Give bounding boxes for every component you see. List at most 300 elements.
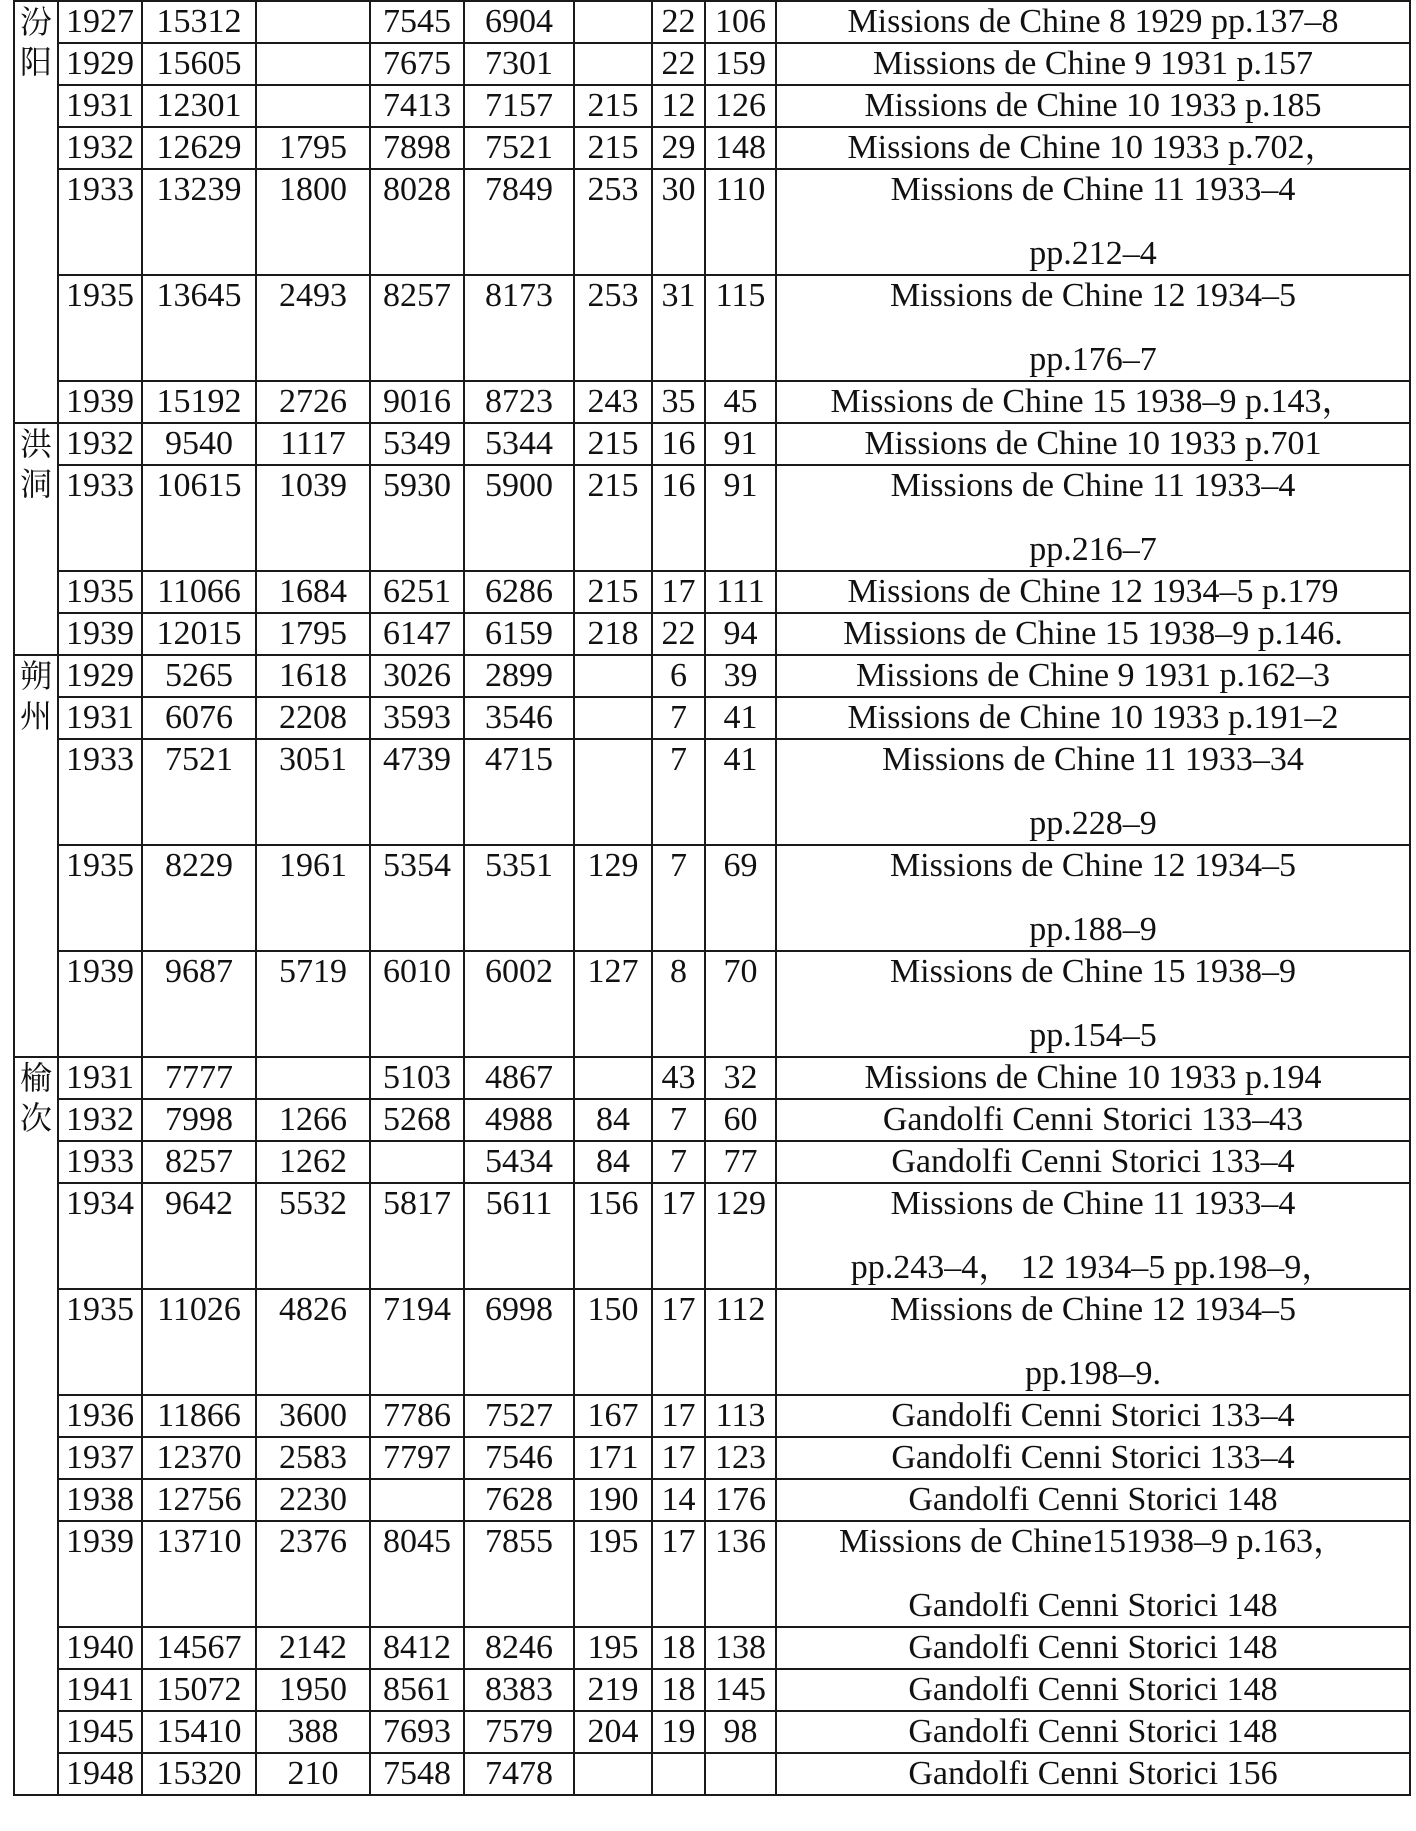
year-cell: 1931 [58,1057,142,1099]
column-8-cell: 45 [705,381,776,423]
column-7-cell: 14 [652,1479,705,1521]
table-row [14,697,1410,739]
column-7-cell: 17 [652,1183,705,1289]
column-4-cell: 7786 [370,1395,464,1437]
column-4-cell: 4739 [370,739,464,845]
source-cell [776,1521,1410,1627]
column-8-cell: 41 [705,697,776,739]
population-cell: 14567 [142,1627,256,1669]
table-row [14,1669,1410,1711]
column-7-cell: 12 [652,85,705,127]
region-name-char: 榆 [19,1060,52,1096]
column-8-cell: 60 [705,1099,776,1141]
source-citation-line: Missions de Chine 12 1934–5 [889,847,1297,884]
column-5-cell: 8383 [464,1669,574,1711]
population-cell: 7998 [142,1099,256,1141]
region-name-char: 次 [19,1100,52,1136]
column-7-cell: 29 [652,127,705,169]
source-cell [776,43,1410,85]
column-4-cell: 9016 [370,381,464,423]
population-cell: 13710 [142,1521,256,1627]
source-citation-line: Missions de Chine 9 1931 p.162–3 [855,657,1331,694]
column-8-cell [705,1753,776,1795]
column-7-cell: 22 [652,613,705,655]
column-4-cell: 6010 [370,951,464,1057]
column-3-cell: 1117 [256,423,370,465]
column-3-cell [256,1,370,43]
year-cell: 1939 [58,381,142,423]
table-row [14,951,1410,1057]
population-cell: 6076 [142,697,256,739]
source-cell [776,1,1410,43]
population-cell: 9687 [142,951,256,1057]
column-3-cell [256,1057,370,1099]
population-cell: 12301 [142,85,256,127]
column-3-cell: 388 [256,1711,370,1753]
source-citation-line: Gandolfi Cenni Storici 148 [908,1587,1278,1624]
column-7-cell: 22 [652,43,705,85]
source-citation-line: pp.216–7 [1029,531,1157,568]
column-3-cell: 210 [256,1753,370,1795]
source-cell [776,1437,1410,1479]
column-6-cell: 129 [574,845,652,951]
column-6-cell: 150 [574,1289,652,1395]
year-cell: 1933 [58,465,142,571]
table-row [14,423,1410,465]
column-3-cell: 2726 [256,381,370,423]
source-citation-line: Missions de Chine 11 1933–4 [890,171,1296,208]
column-6-cell: 195 [574,1521,652,1627]
source-cell [776,613,1410,655]
population-cell: 7777 [142,1057,256,1099]
source-cell [776,1395,1410,1437]
table-row [14,1627,1410,1669]
column-5-cell: 7527 [464,1395,574,1437]
column-6-cell: 171 [574,1437,652,1479]
year-cell: 1932 [58,127,142,169]
year-cell: 1939 [58,1521,142,1627]
population-cell: 5265 [142,655,256,697]
source-citation-line: Missions de Chine 15 1938–9 [889,953,1297,990]
source-citation-line: Missions de Chine 10 1933 p.702， [847,129,1339,166]
column-4-cell: 7675 [370,43,464,85]
table-row [14,739,1410,845]
table-row [14,1,1410,43]
table-row [14,1479,1410,1521]
population-cell: 15410 [142,1711,256,1753]
column-6-cell: 253 [574,169,652,275]
source-citation-line: Gandolfi Cenni Storici 133–4 [891,1143,1295,1180]
column-8-cell: 94 [705,613,776,655]
source-citation-line: pp.198–9. [1025,1355,1161,1392]
column-6-cell: 215 [574,571,652,613]
year-cell: 1931 [58,85,142,127]
source-cell [776,381,1410,423]
column-3-cell: 1800 [256,169,370,275]
column-6-cell: 84 [574,1099,652,1141]
year-cell: 1933 [58,1141,142,1183]
column-4-cell: 5817 [370,1183,464,1289]
table-row [14,1289,1410,1395]
source-cell [776,1479,1410,1521]
column-8-cell: 77 [705,1141,776,1183]
column-4-cell: 7898 [370,127,464,169]
population-cell: 12629 [142,127,256,169]
column-8-cell: 110 [705,169,776,275]
year-cell: 1948 [58,1753,142,1795]
column-7-cell: 18 [652,1669,705,1711]
column-8-cell: 70 [705,951,776,1057]
column-3-cell: 1618 [256,655,370,697]
column-7-cell: 43 [652,1057,705,1099]
source-citation-line: pp.228–9 [1029,805,1157,842]
table-row [14,845,1410,951]
column-4-cell: 8257 [370,275,464,381]
column-7-cell: 35 [652,381,705,423]
column-4-cell [370,1141,464,1183]
column-8-cell: 41 [705,739,776,845]
column-7-cell: 6 [652,655,705,697]
column-8-cell: 176 [705,1479,776,1521]
column-6-cell: 195 [574,1627,652,1669]
source-cell [776,169,1410,275]
column-3-cell: 5719 [256,951,370,1057]
column-6-cell [574,1057,652,1099]
population-cell: 12756 [142,1479,256,1521]
column-5-cell: 6904 [464,1,574,43]
source-cell [776,1753,1410,1795]
source-cell [776,571,1410,613]
column-3-cell: 2376 [256,1521,370,1627]
column-8-cell: 115 [705,275,776,381]
region-name-char: 汾 [19,4,52,40]
column-3-cell [256,85,370,127]
column-4-cell: 6251 [370,571,464,613]
column-5-cell: 6998 [464,1289,574,1395]
column-7-cell: 19 [652,1711,705,1753]
table-row [14,127,1410,169]
source-citation-line: pp.154–5 [1029,1017,1157,1054]
source-citation-line: Missions de Chine 10 1933 p.191–2 [847,699,1339,736]
column-7-cell: 16 [652,465,705,571]
column-3-cell: 3600 [256,1395,370,1437]
column-6-cell: 243 [574,381,652,423]
mission-statistics-table [13,0,1411,1796]
year-cell: 1932 [58,423,142,465]
source-citation-line: Missions de Chine 15 1938–9 p.146. [843,615,1343,652]
source-citation-line: Gandolfi Cenni Storici 133–4 [891,1397,1295,1434]
column-7-cell: 7 [652,1099,705,1141]
population-cell: 9642 [142,1183,256,1289]
column-7-cell: 17 [652,1395,705,1437]
column-5-cell: 7849 [464,169,574,275]
table-row [14,1141,1410,1183]
column-3-cell: 1795 [256,127,370,169]
population-cell: 15312 [142,1,256,43]
year-cell: 1931 [58,697,142,739]
column-4-cell: 8561 [370,1669,464,1711]
column-8-cell: 113 [705,1395,776,1437]
column-4-cell: 3593 [370,697,464,739]
year-cell: 1935 [58,571,142,613]
source-citation-line: pp.176–7 [1029,341,1157,378]
population-cell: 10615 [142,465,256,571]
column-8-cell: 136 [705,1521,776,1627]
column-4-cell: 7693 [370,1711,464,1753]
table-row [14,1753,1410,1795]
table-row [14,1395,1410,1437]
source-cell [776,1057,1410,1099]
column-6-cell [574,1753,652,1795]
year-cell: 1939 [58,613,142,655]
column-4-cell [370,1479,464,1521]
region-name-char: 洪 [19,426,52,462]
column-3-cell: 1961 [256,845,370,951]
population-cell: 13645 [142,275,256,381]
year-cell: 1935 [58,845,142,951]
column-6-cell [574,43,652,85]
document-page [13,0,1411,1796]
source-citation-line: Missions de Chine 11 1933–4 [890,1185,1296,1222]
year-cell: 1932 [58,1099,142,1141]
source-citation-line: Missions de Chine 12 1934–5 [889,1291,1297,1328]
source-citation-line: Gandolfi Cenni Storici 156 [908,1755,1278,1792]
column-7-cell: 7 [652,845,705,951]
region-name-char: 州 [19,698,52,734]
source-citation-line: Missions de Chine 11 1933–34 [882,741,1304,778]
year-cell: 1935 [58,1289,142,1395]
source-cell [776,655,1410,697]
column-4-cell: 5268 [370,1099,464,1141]
population-cell: 12370 [142,1437,256,1479]
population-cell: 15072 [142,1669,256,1711]
column-8-cell: 138 [705,1627,776,1669]
population-cell: 11866 [142,1395,256,1437]
column-6-cell: 190 [574,1479,652,1521]
column-6-cell: 156 [574,1183,652,1289]
column-4-cell: 7194 [370,1289,464,1395]
source-citation-line: Missions de Chine 10 1933 p.185 [864,87,1322,124]
population-cell: 9540 [142,423,256,465]
column-3-cell: 3051 [256,739,370,845]
table-row [14,381,1410,423]
source-citation-line: pp.188–9 [1029,911,1157,948]
column-8-cell: 69 [705,845,776,951]
column-4-cell: 3026 [370,655,464,697]
source-citation-line: Missions de Chine 9 1931 p.157 [872,45,1314,82]
table-row [14,275,1410,381]
column-8-cell: 39 [705,655,776,697]
column-7-cell: 17 [652,1289,705,1395]
column-3-cell: 1039 [256,465,370,571]
column-6-cell: 215 [574,423,652,465]
column-5-cell: 4867 [464,1057,574,1099]
column-8-cell: 106 [705,1,776,43]
column-8-cell: 112 [705,1289,776,1395]
source-cell [776,275,1410,381]
source-cell [776,1669,1410,1711]
column-4-cell: 5103 [370,1057,464,1099]
population-cell: 15320 [142,1753,256,1795]
region-name-cell [14,1,58,423]
source-cell [776,951,1410,1057]
year-cell: 1939 [58,951,142,1057]
column-5-cell: 5351 [464,845,574,951]
population-cell: 8229 [142,845,256,951]
year-cell: 1927 [58,1,142,43]
column-7-cell: 7 [652,739,705,845]
column-3-cell: 5532 [256,1183,370,1289]
column-6-cell [574,697,652,739]
table-row [14,85,1410,127]
column-6-cell: 215 [574,85,652,127]
source-citation-line: Missions de Chine 10 1933 p.194 [864,1059,1322,1096]
column-3-cell: 2493 [256,275,370,381]
population-cell: 11066 [142,571,256,613]
column-3-cell: 1262 [256,1141,370,1183]
column-4-cell: 5930 [370,465,464,571]
column-8-cell: 129 [705,1183,776,1289]
source-citation-line: Missions de Chine 10 1933 p.701 [864,425,1322,462]
table-body [14,1,1410,1795]
source-citation-line: Missions de Chine 12 1934–5 [889,277,1297,314]
column-6-cell: 218 [574,613,652,655]
column-5-cell: 5900 [464,465,574,571]
column-4-cell: 6147 [370,613,464,655]
column-3-cell: 2142 [256,1627,370,1669]
source-cell [776,697,1410,739]
column-5-cell: 7478 [464,1753,574,1795]
column-5-cell: 7855 [464,1521,574,1627]
region-name-cell [14,1057,58,1795]
column-5-cell: 7301 [464,43,574,85]
column-5-cell: 5434 [464,1141,574,1183]
column-6-cell: 215 [574,127,652,169]
source-cell [776,1711,1410,1753]
column-8-cell: 145 [705,1669,776,1711]
column-3-cell: 2230 [256,1479,370,1521]
column-5-cell: 7579 [464,1711,574,1753]
column-6-cell [574,739,652,845]
column-3-cell: 4826 [256,1289,370,1395]
table-row [14,571,1410,613]
source-citation-line: pp.243–4， 12 1934–5 pp.198–9， [850,1249,1336,1286]
source-cell [776,127,1410,169]
table-row [14,655,1410,697]
population-cell: 12015 [142,613,256,655]
table-row [14,465,1410,571]
column-5-cell: 2899 [464,655,574,697]
column-5-cell: 6286 [464,571,574,613]
source-cell [776,1289,1410,1395]
column-5-cell: 4715 [464,739,574,845]
column-6-cell: 127 [574,951,652,1057]
column-5-cell: 7157 [464,85,574,127]
column-7-cell: 17 [652,1521,705,1627]
source-citation-line: Missions de Chine 12 1934–5 p.179 [847,573,1339,610]
source-citation-line: Gandolfi Cenni Storici 133–4 [891,1439,1295,1476]
column-8-cell: 159 [705,43,776,85]
column-7-cell: 17 [652,571,705,613]
source-citation-line: Gandolfi Cenni Storici 133–43 [882,1101,1304,1138]
column-5-cell: 7546 [464,1437,574,1479]
source-citation-line: Gandolfi Cenni Storici 148 [908,1671,1278,1708]
region-name-char: 阳 [19,44,52,80]
column-3-cell: 1950 [256,1669,370,1711]
table-row [14,43,1410,85]
column-5-cell: 8723 [464,381,574,423]
column-3-cell: 1795 [256,613,370,655]
column-7-cell: 18 [652,1627,705,1669]
source-citation-line: Gandolfi Cenni Storici 148 [908,1713,1278,1750]
column-8-cell: 111 [705,571,776,613]
population-cell: 8257 [142,1141,256,1183]
source-cell [776,739,1410,845]
column-6-cell: 219 [574,1669,652,1711]
column-7-cell: 30 [652,169,705,275]
population-cell: 7521 [142,739,256,845]
column-5-cell: 7521 [464,127,574,169]
column-4-cell: 7545 [370,1,464,43]
column-7-cell: 7 [652,697,705,739]
column-5-cell: 4988 [464,1099,574,1141]
column-8-cell: 98 [705,1711,776,1753]
table-row [14,169,1410,275]
year-cell: 1941 [58,1669,142,1711]
source-cell [776,1141,1410,1183]
column-8-cell: 123 [705,1437,776,1479]
column-7-cell: 7 [652,1141,705,1183]
population-cell: 15192 [142,381,256,423]
column-7-cell: 22 [652,1,705,43]
column-7-cell: 31 [652,275,705,381]
column-7-cell: 17 [652,1437,705,1479]
year-cell: 1938 [58,1479,142,1521]
column-5-cell: 7628 [464,1479,574,1521]
population-cell: 13239 [142,169,256,275]
year-cell: 1933 [58,169,142,275]
year-cell: 1929 [58,655,142,697]
year-cell: 1937 [58,1437,142,1479]
column-6-cell: 84 [574,1141,652,1183]
table-row [14,613,1410,655]
source-cell [776,85,1410,127]
source-cell [776,423,1410,465]
column-7-cell [652,1753,705,1795]
column-5-cell: 8246 [464,1627,574,1669]
table-row [14,1437,1410,1479]
column-8-cell: 126 [705,85,776,127]
column-4-cell: 7413 [370,85,464,127]
column-6-cell: 253 [574,275,652,381]
column-3-cell: 2583 [256,1437,370,1479]
year-cell: 1940 [58,1627,142,1669]
source-citation-line: Missions de Chine151938–9 p.163， [838,1523,1348,1560]
region-name-cell [14,423,58,655]
column-3-cell: 2208 [256,697,370,739]
source-citation-line: Missions de Chine 8 1929 pp.137–8 [847,3,1339,40]
source-cell [776,1627,1410,1669]
column-7-cell: 16 [652,423,705,465]
year-cell: 1929 [58,43,142,85]
column-7-cell: 8 [652,951,705,1057]
population-cell: 15605 [142,43,256,85]
column-6-cell: 204 [574,1711,652,1753]
column-5-cell: 6159 [464,613,574,655]
column-8-cell: 32 [705,1057,776,1099]
year-cell: 1935 [58,275,142,381]
column-4-cell: 5354 [370,845,464,951]
